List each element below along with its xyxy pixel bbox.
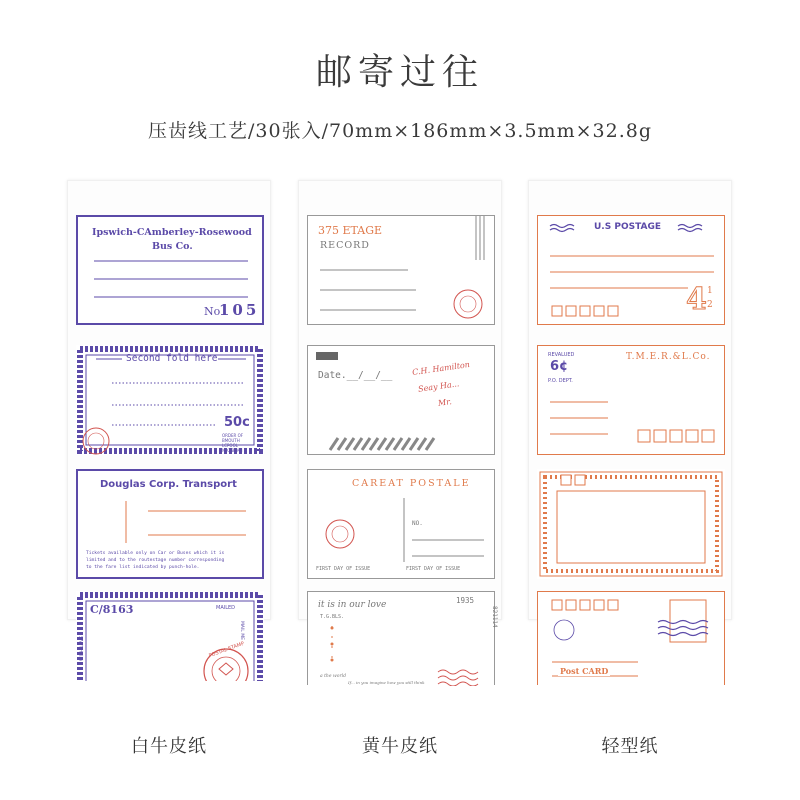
date-field: Date.__/__/__ [318, 370, 393, 381]
perforated-frame-card[interactable] [537, 469, 725, 579]
revalued-label: REVALUED [548, 352, 575, 358]
us-postage-card[interactable] [537, 215, 725, 325]
stamp-ring-text: POSTAL STAMP [208, 640, 246, 660]
revalued-card[interactable] [537, 345, 725, 455]
postcard-card[interactable] [537, 591, 725, 685]
side-text-1: WITH LOVE [80, 635, 85, 661]
record-card[interactable] [307, 215, 495, 325]
note-line-1: a the world [320, 674, 346, 679]
label-yellow-kraft: 黄牛皮纸 [362, 736, 438, 757]
company-name: T.M.E.R.&L.Co. [626, 352, 711, 362]
big-number: 4 [686, 282, 707, 317]
stamp-price: 50c [224, 415, 250, 430]
year-label: 1935 [456, 596, 475, 605]
stamp-note: ORDER OF BMOUTH LCPOOL NIKABSAN [222, 433, 244, 453]
bus-company-line2: Bus Co. [152, 241, 193, 252]
love-sub: T.G.BLS. [320, 614, 345, 620]
label-light-paper: 轻型纸 [601, 736, 659, 757]
fraction-bottom: 2 [707, 300, 713, 310]
script-line-1: C.H. Hamilton [411, 360, 471, 377]
perforated-frame [537, 469, 725, 579]
transport-heading: Douglas Corp. Transport [100, 479, 237, 490]
postale-heading: CAREAT POSTALE [352, 478, 471, 489]
bus-ticket-card[interactable] [76, 215, 264, 325]
script-line-2: Seay Ha... [417, 379, 460, 394]
ticket-number: 105 [219, 301, 260, 319]
footer-1: FIRST DAY OF ISSUE [316, 566, 371, 572]
second-fold-card[interactable] [76, 345, 264, 455]
bus-company-line1: Ipswich-CAmberley-Rosewood [92, 227, 252, 238]
dept-label: P.O. DEPT. [548, 378, 573, 384]
fold-heading: Second fold here [126, 353, 218, 364]
postcard-logo: Post CARD [560, 666, 609, 676]
mailed-stamp-card[interactable] [76, 591, 264, 681]
no-label: NO. [412, 520, 423, 527]
footnote-2: limited and to the routestage number corresponding [86, 558, 225, 563]
revalued-lines [538, 346, 724, 454]
revalued-price: 6¢ [550, 359, 569, 374]
vertical-code: 821114 [491, 606, 498, 628]
us-postage-heading: U.S POSTAGE [594, 222, 662, 232]
label-white-kraft: 白牛皮纸 [131, 736, 207, 757]
footnote-3: to the fare list indicated by punch-hole. [86, 565, 200, 570]
sticker-strip-yellow-kraft[interactable] [298, 180, 502, 685]
mailed-label: MAILED [216, 605, 236, 611]
page-subtitle: 压齿线工艺/30张入/70mm×186mm×3.5mm×32.8g [148, 120, 652, 142]
love-note-card[interactable] [307, 591, 498, 685]
record-label: RECORD [320, 240, 370, 251]
side-text-3: MAIL ME [239, 621, 244, 640]
transport-ticket-card[interactable] [76, 469, 264, 579]
fraction-top: 1 [707, 286, 713, 296]
stamp-code: C/8163 [90, 603, 134, 616]
footer-2: FIRST DAY OF ISSUE [406, 566, 461, 572]
ticket-number-prefix: No [204, 305, 221, 318]
love-decor [308, 592, 494, 686]
postale-lines [308, 470, 494, 578]
script-line-3: Mr. [437, 397, 453, 408]
date-card[interactable] [307, 345, 495, 455]
etage-heading: 375 ETAGE [318, 224, 383, 237]
record-lines [308, 216, 494, 324]
sticker-strip-light-paper[interactable] [528, 180, 732, 676]
sticker-strip-white-kraft[interactable] [67, 180, 271, 661]
footnote-1: Tickets available only on Car or Buses which it is [86, 551, 225, 556]
love-line: it is in our love [318, 600, 387, 610]
postmark-icon [454, 290, 482, 318]
careat-postale-card[interactable] [307, 469, 495, 579]
note-line-2: If... in you imagine how you still think [348, 680, 425, 685]
postmark-icon [326, 520, 354, 548]
postmark-icon [554, 620, 574, 640]
page-title: 邮寄过往 [315, 52, 484, 93]
